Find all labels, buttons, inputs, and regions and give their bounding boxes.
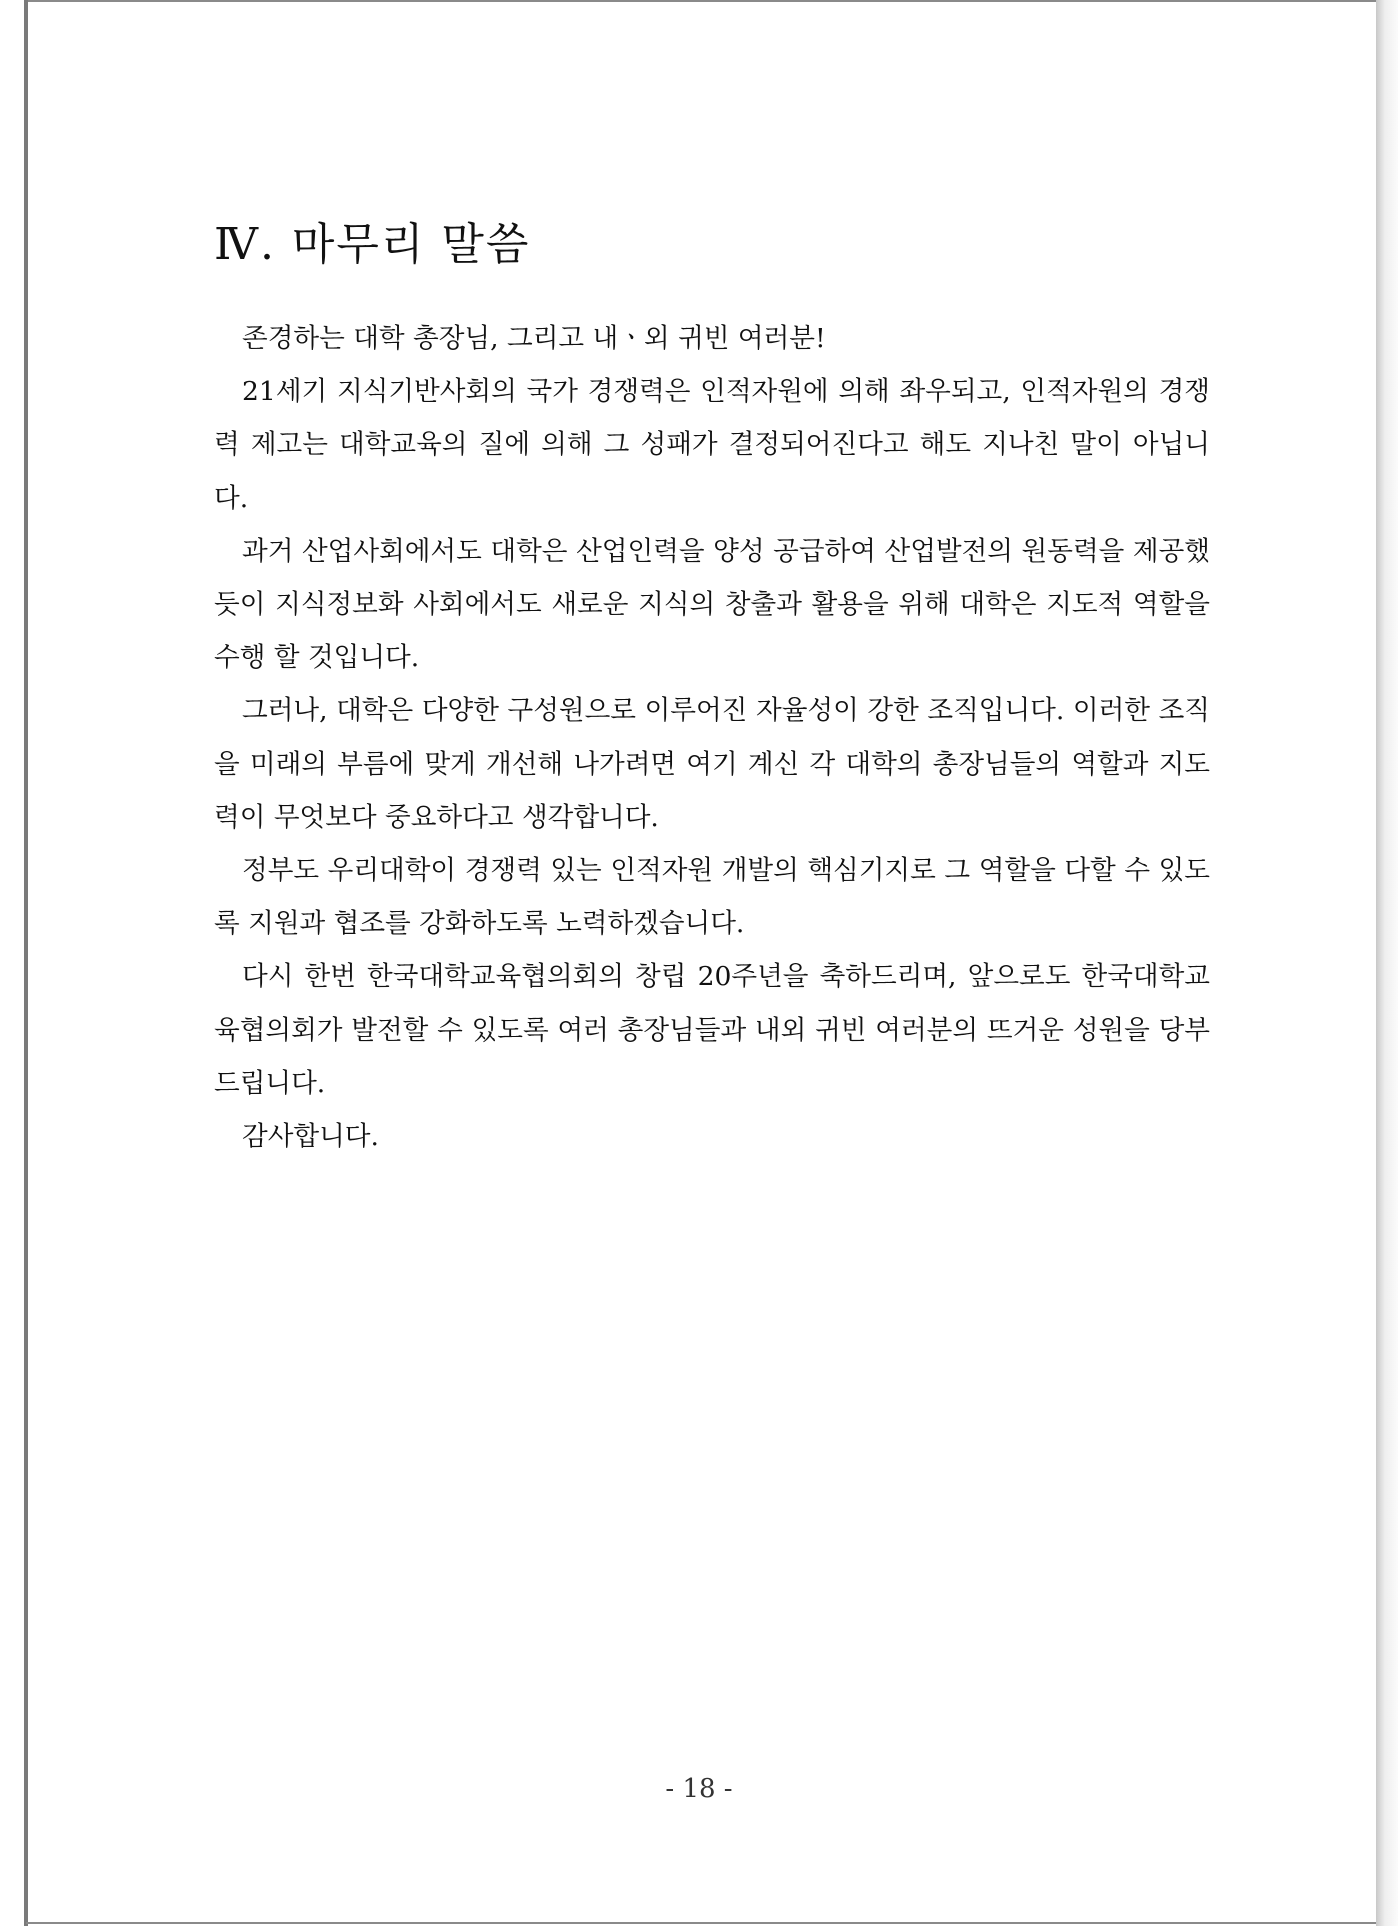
section-title: Ⅳ. 마무리 말씀 — [214, 219, 531, 270]
paragraph-government-support: 정부도 우리대학이 경쟁력 있는 인적자원 개발의 핵심기지로 그 역할을 다할 수 있도록 지원과 협조를 강화하도록 노력하겠습니다. — [214, 855, 1210, 940]
paragraph-university-role: 과거 산업사회에서도 대학은 산업인력을 양성 공급하여 산업발전의 원동력을 제공했듯이 지식정보화 사회에서도 새로운 지식의 창출과 활용을 위해 대학은 지도적 역할을 수행 할 것입니다. — [214, 535, 1210, 674]
paragraph-greeting: 존경하는 대학 총장님, 그리고 내ㆍ외 귀빈 여러분! — [242, 323, 826, 354]
paragraph-congratulations: 다시 한번 한국대학교육협의회의 창립 20주년을 축하드리며, 앞으로도 한국대학교육협의회가 발전할 수 있도록 여러 총장님들과 내외 귀빈 여러분의 뜨거운 성원을 당부 드립니다. — [214, 961, 1210, 1099]
page-shadow-right — [1376, 0, 1398, 1926]
body-text — [214, 312, 1210, 1163]
page-border-bottom — [26, 1922, 1378, 1924]
page-border-left — [24, 0, 28, 1926]
paragraph-leadership: 그러나, 대학은 다양한 구성원으로 이루어진 자율성이 강한 조직입니다. 이러한 조직을 미래의 부름에 맞게 개선해 나가려면 여기 계신 각 대학의 총장님들의 역할과 지도력이 무엇보다 중요하다고 생각합니다. — [214, 695, 1210, 833]
page-number: - 18 - — [665, 1774, 733, 1804]
paragraph-thanks: 감사합니다. — [242, 1121, 379, 1153]
paragraph-competitiveness: 21세기 지식기반사회의 국가 경쟁력은 인적자원에 의해 좌우되고, 인적자원의 경쟁력 제고는 대학교육의 질에 의해 그 성패가 결정되어진다고 해도 지나친 말이 아닙니다. — [214, 376, 1210, 514]
page-border-top — [26, 0, 1378, 2]
